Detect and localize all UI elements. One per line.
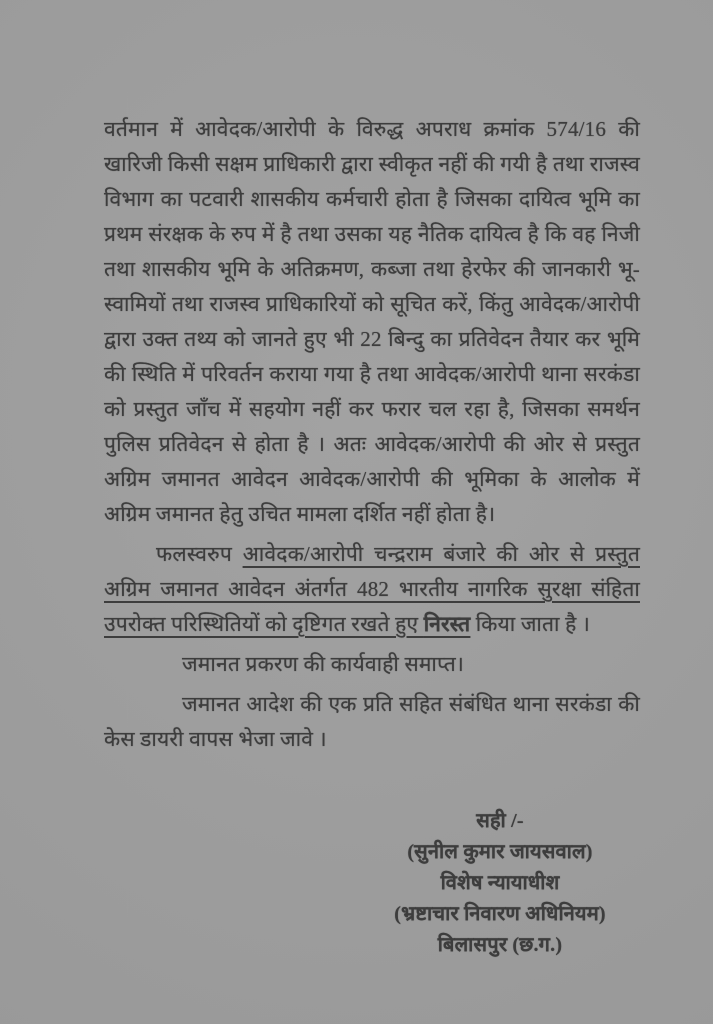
paragraph-proceedings-closed: जमानत प्रकरण की कार्यवाही समाप्त। <box>182 652 465 676</box>
operative-lead-text: फलस्वरुप <box>156 542 243 566</box>
signature-court-act: (भ्रष्टाचार निवारण अधिनियम) <box>394 903 606 925</box>
operative-underlined-text: आवेदक/आरोपी चन्द्रराम बंजारे की ओर से प्रस्तुत अग्रिम जमानत आवेदन अंतर्गत 482 भारतीय नागरिक सुरक्षा संहिता उपरोक्त परिस्थितियों को दृष्टिगत रखते हुए <box>104 542 640 636</box>
signature-judge-title: विशेष न्यायाधीश <box>440 872 560 894</box>
order-body-text <box>104 112 640 757</box>
paragraph-operative-order <box>104 537 640 642</box>
paragraph-case-diary-return: जमानत आदेश की एक प्रति सहित संबंधित थाना सरकंडा की केस डायरी वापस भेजा जावे । <box>104 692 640 751</box>
signature-judge-name: (सुनील कुमार जायसवाल) <box>407 841 593 863</box>
signature-block <box>382 806 618 961</box>
operative-rejected-word: निरस्त <box>423 612 471 636</box>
signature-court-location: बिलासपुर (छ.ग.) <box>437 934 563 956</box>
paragraph-findings: वर्तमान में आवेदक/आरोपी के विरुद्ध अपराध क्रमांक 574/16 की खारिजी किसी सक्षम प्राधिकारी द्वारा स्वीकृत नहीं की गयी है तथा राजस्व विभाग का पटवारी शासकीय कर्मचारी होता है जिसका दायित्व भूमि का प्रथम संरक्षक के रुप में है तथा उसका यह नैतिक दायित्व है कि वह निजी तथा शासकीय भूमि के अतिक्रमण, कब्जा तथा हेरफेर की जानकारी भू-स्वामियों तथा राजस्व प्राधिकारियों को सूचित करें, किंतु आवेदक/आरोपी द्वारा उक्त तथ्य को जानते हुए भी 22 बिन्दु का प्रतिवेदन तैयार कर भूमि की स्थिति में परिवर्तन कराया गया है तथा आवेदक/आरोपी थाना सरकंडा को प्रस्तुत जाँच में सहयोग नहीं कर फरार चल रहा है, जिसका समर्थन पुलिस प्रतिवेदन से होता है । अतः आवेदक/आरोपी की ओर से प्रस्तुत अग्रिम जमानत आवेदन आवेदक/आरोपी की भूमिका के आलोक में अग्रिम जमानत हेतु उचित मामला दर्शित नहीं होता है। <box>104 117 640 526</box>
operative-tail-text: किया जाता है । <box>470 612 591 636</box>
signature-sd-mark: सही /- <box>476 810 524 832</box>
